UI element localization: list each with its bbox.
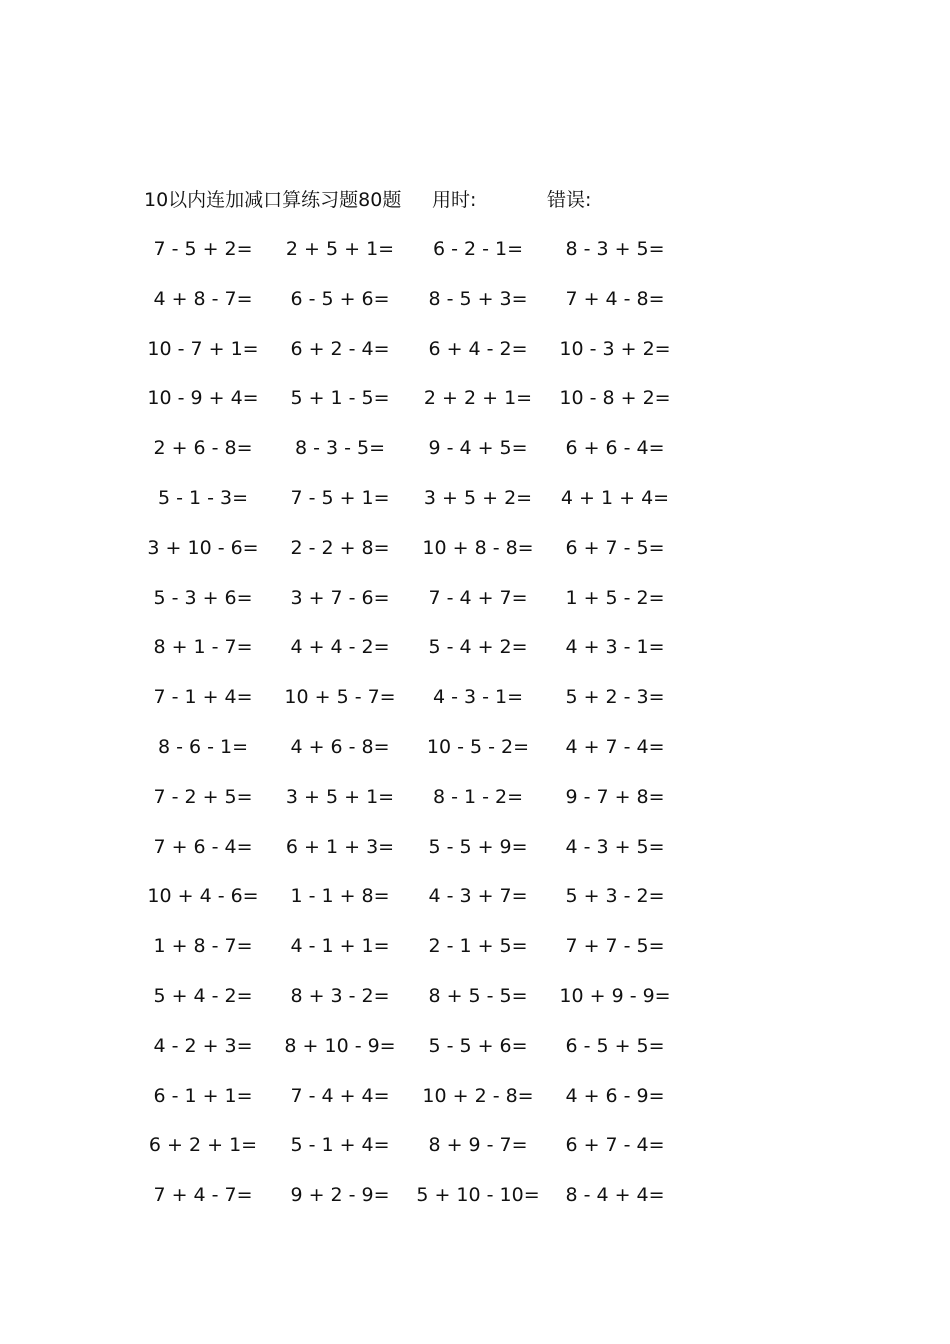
math-problem: 10 + 9 - 9= (559, 984, 671, 1007)
problem-row (0, 1083, 950, 1133)
problem-row (0, 684, 950, 734)
math-problem: 3 + 10 - 6= (147, 536, 259, 559)
math-problem: 4 - 3 + 7= (428, 885, 528, 908)
math-problem: 6 + 7 - 4= (565, 1134, 665, 1157)
math-problem: 10 + 4 - 6= (147, 885, 259, 908)
problem-row (0, 236, 950, 286)
math-problem: 3 + 7 - 6= (290, 586, 390, 609)
math-problem: 6 - 5 + 6= (290, 287, 390, 310)
math-problem: 2 - 1 + 5= (428, 935, 528, 958)
math-problem: 7 - 4 + 7= (428, 586, 528, 609)
math-problem: 5 + 10 - 10= (416, 1184, 540, 1207)
math-problem: 4 - 3 + 5= (565, 835, 665, 858)
math-problem: 5 - 3 + 6= (153, 586, 253, 609)
math-problem: 2 + 6 - 8= (153, 437, 253, 460)
error-count-label: 错误: (547, 189, 592, 211)
math-problem: 5 - 1 - 3= (157, 486, 249, 509)
problem-row (0, 485, 950, 535)
math-problem: 4 + 4 - 2= (290, 636, 390, 659)
math-problem: 6 - 1 + 1= (153, 1084, 253, 1107)
problem-row (0, 385, 950, 435)
math-problem: 10 + 2 - 8= (422, 1084, 534, 1107)
math-problem: 6 + 4 - 2= (428, 337, 528, 360)
worksheet-title: 10以内连加减口算练习题80题 (144, 189, 402, 211)
math-problem: 6 + 2 - 4= (290, 337, 390, 360)
math-problem: 9 - 7 + 8= (565, 785, 665, 808)
math-problem: 10 - 7 + 1= (147, 337, 259, 360)
problem-row (0, 784, 950, 834)
math-problem: 5 - 5 + 9= (428, 835, 528, 858)
math-problem: 4 + 7 - 4= (565, 735, 665, 758)
problem-row (0, 535, 950, 585)
problem-row (0, 1132, 950, 1182)
math-problem: 7 - 4 + 4= (290, 1084, 390, 1107)
math-problem: 7 - 5 + 1= (290, 486, 390, 509)
math-problem: 8 + 3 - 2= (290, 984, 390, 1007)
math-problem: 8 + 1 - 7= (153, 636, 253, 659)
problem-row (0, 634, 950, 684)
math-problem: 9 - 4 + 5= (428, 437, 528, 460)
math-problem: 7 + 4 - 8= (565, 287, 665, 310)
math-problem: 5 + 1 - 5= (290, 387, 390, 410)
math-problem: 4 - 2 + 3= (153, 1034, 253, 1057)
problem-grid (0, 236, 950, 1232)
math-problem: 7 - 5 + 2= (153, 238, 253, 260)
time-used-label: 用时: (432, 189, 477, 211)
problem-row (0, 336, 950, 386)
math-problem: 5 - 1 + 4= (290, 1134, 390, 1157)
math-problem: 7 + 7 - 5= (565, 935, 665, 958)
math-problem: 8 - 3 - 5= (294, 437, 386, 460)
problem-row (0, 734, 950, 784)
math-problem: 10 - 3 + 2= (559, 337, 671, 360)
math-problem: 8 - 4 + 4= (565, 1184, 665, 1207)
math-problem: 2 + 5 + 1= (285, 238, 395, 260)
math-problem: 6 + 7 - 5= (565, 536, 665, 559)
math-problem: 4 + 6 - 9= (565, 1084, 665, 1107)
math-problem: 6 - 5 + 5= (565, 1034, 665, 1057)
math-problem: 5 - 5 + 6= (428, 1034, 528, 1057)
math-problem: 10 - 8 + 2= (559, 387, 671, 410)
worksheet-header (0, 186, 950, 214)
math-problem: 10 - 9 + 4= (147, 387, 259, 410)
math-problem: 1 - 1 + 8= (290, 885, 390, 908)
math-problem: 5 + 2 - 3= (565, 686, 665, 709)
math-problem: 4 - 1 + 1= (290, 935, 390, 958)
math-problem: 8 - 5 + 3= (428, 287, 528, 310)
math-problem: 8 - 1 - 2= (432, 785, 524, 808)
math-problem: 4 + 3 - 1= (565, 636, 665, 659)
math-problem: 4 + 1 + 4= (560, 486, 670, 509)
math-problem: 7 + 6 - 4= (153, 835, 253, 858)
math-problem: 8 + 10 - 9= (284, 1034, 396, 1057)
math-problem: 6 - 2 - 1= (432, 238, 524, 260)
math-problem: 4 + 8 - 7= (153, 287, 253, 310)
math-problem: 1 + 8 - 7= (153, 935, 253, 958)
math-problem: 5 + 3 - 2= (565, 885, 665, 908)
math-problem: 6 + 6 - 4= (565, 437, 665, 460)
math-problem: 7 - 1 + 4= (153, 686, 253, 709)
math-problem: 9 + 2 - 9= (290, 1184, 390, 1207)
math-problem: 8 - 6 - 1= (157, 735, 249, 758)
math-problem: 8 - 3 + 5= (565, 238, 665, 260)
math-problem: 8 + 5 - 5= (428, 984, 528, 1007)
math-problem: 7 + 4 - 7= (153, 1184, 253, 1207)
math-problem: 5 - 4 + 2= (428, 636, 528, 659)
problem-row (0, 883, 950, 933)
problem-row (0, 933, 950, 983)
math-problem: 2 + 2 + 1= (423, 387, 533, 410)
problem-row (0, 983, 950, 1033)
math-problem: 4 - 3 - 1= (432, 686, 524, 709)
math-problem: 3 + 5 + 1= (285, 785, 395, 808)
math-problem: 2 - 2 + 8= (290, 536, 390, 559)
math-problem: 10 - 5 - 2= (426, 735, 530, 758)
problem-row (0, 435, 950, 485)
problem-row (0, 1182, 950, 1232)
math-problem: 6 + 1 + 3= (285, 835, 395, 858)
problem-row (0, 834, 950, 884)
math-problem: 7 - 2 + 5= (153, 785, 253, 808)
math-problem: 10 + 5 - 7= (284, 686, 396, 709)
problem-row (0, 585, 950, 635)
math-problem: 4 + 6 - 8= (290, 735, 390, 758)
math-problem: 1 + 5 - 2= (565, 586, 665, 609)
problem-row (0, 286, 950, 336)
math-problem: 5 + 4 - 2= (153, 984, 253, 1007)
math-problem: 3 + 5 + 2= (423, 486, 533, 509)
problem-row (0, 1033, 950, 1083)
math-problem: 6 + 2 + 1= (148, 1134, 258, 1157)
math-problem: 8 + 9 - 7= (428, 1134, 528, 1157)
math-problem: 10 + 8 - 8= (422, 536, 534, 559)
